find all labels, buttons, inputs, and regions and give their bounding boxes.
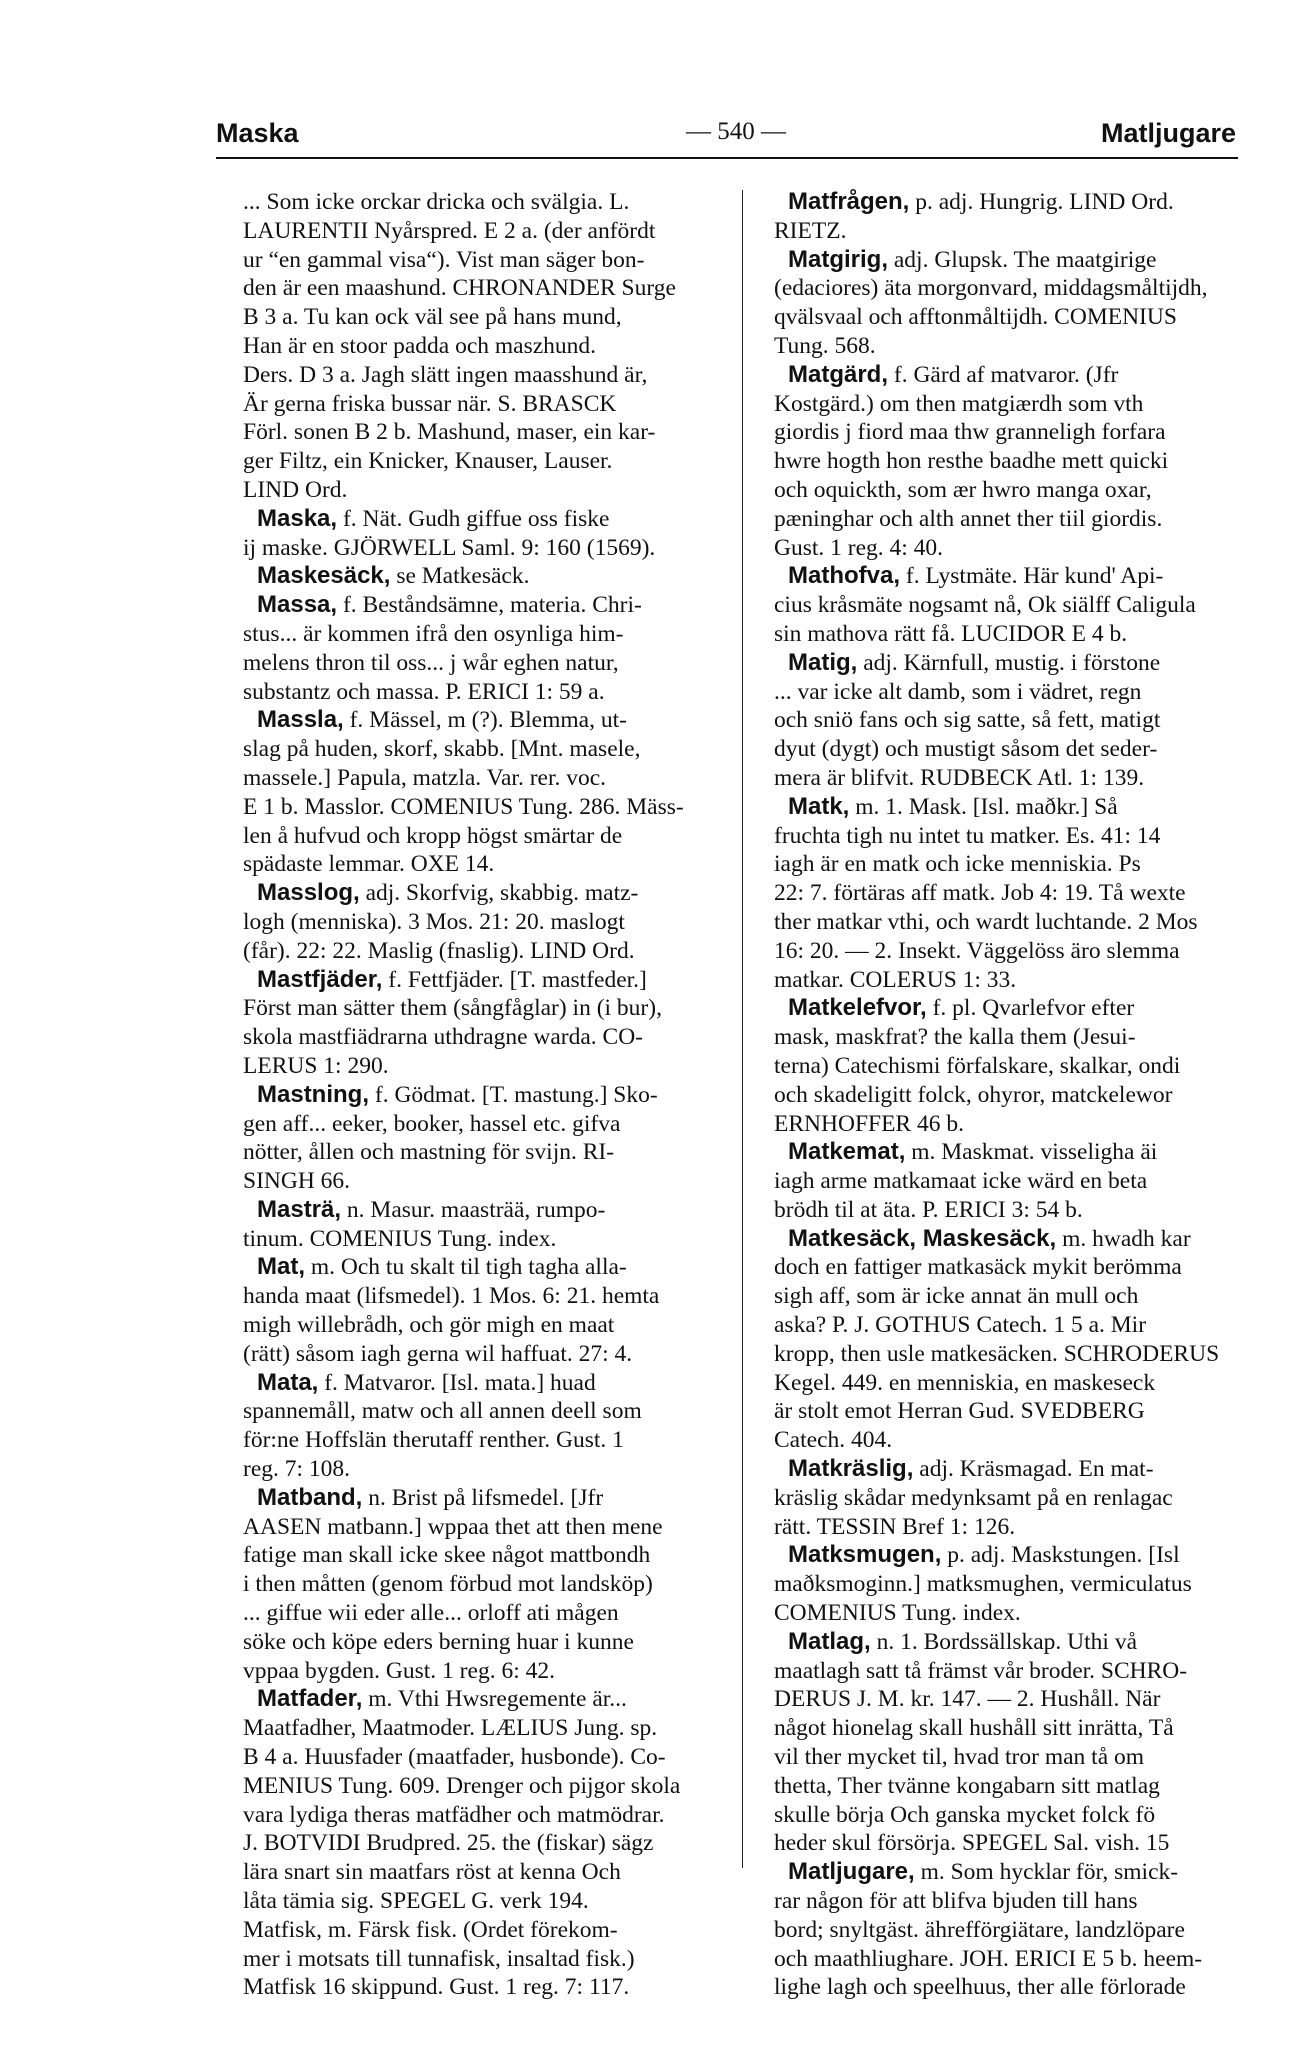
text-line: Kostgärd.) om then matgiærdh som vth	[774, 390, 1144, 417]
text-line: heder skul försörja. SPEGEL Sal. vish. 15	[774, 1830, 1170, 1857]
text-line: ur “en gammal visa“). Vist man säger bon-	[243, 246, 645, 273]
text-line: mera är blifvit. RUDBECK Atl. 1: 139.	[774, 764, 1145, 791]
text-line: Tung. 568.	[774, 332, 876, 359]
text-line: Mastfjäder, f. Fettfjäder. [T. mastfeder.]	[257, 965, 647, 993]
text-line: rar någon för att blifva bjuden till hans	[774, 1888, 1138, 1915]
text-line: ... Som icke orckar dricka och svälgia. L.	[243, 189, 630, 215]
text-line: kräslig skådar medynksamt på en renlagac	[774, 1484, 1173, 1511]
headword: Matkräslig,	[788, 1455, 914, 1483]
text-line: Matfisk, m. Färsk fisk. (Ordet förekom-	[243, 1916, 618, 1943]
text-line: AASEN matbann.] wppaa thet att then mene	[243, 1513, 663, 1540]
text-line: Maatfadher, Maatmoder. LÆLIUS Jung. sp.	[243, 1715, 658, 1742]
text-line: dyut (dygt) och mustigt såsom det seder-	[774, 736, 1158, 763]
text-line: Matfrågen, p. adj. Hungrig. LIND Ord.	[788, 188, 1174, 215]
text-line: något hionelag skall hushåll sitt inrätta, Tå	[774, 1715, 1174, 1742]
headword: Matkemat,	[788, 1138, 906, 1166]
text-line: skulle börja Och ganska mycket folck fö	[774, 1801, 1156, 1828]
headword: Matlag,	[788, 1627, 871, 1655]
text-line: sin mathova rätt få. LUCIDOR E 4 b.	[774, 620, 1128, 647]
text-line: i then måtten (genom förbud mot landsköp)	[243, 1571, 653, 1598]
text-line: MENIUS Tung. 609. Drenger och pijgor skola	[243, 1772, 681, 1799]
text-line: Matfader, m. Vthi Hwsregemente är...	[257, 1685, 627, 1713]
text-line: vil ther mycket til, hvad tror man tå om	[774, 1744, 1145, 1771]
text-line: Matig, adj. Kärnfull, mustig. i förstone	[788, 648, 1161, 676]
text-line: Maskesäck, se Matkesäck.	[257, 562, 530, 590]
text-line: reg. 7: 108.	[243, 1456, 351, 1483]
text-line: Masträ, n. Masur. maasträä, rumpo-	[257, 1195, 606, 1223]
text-line: SINGH 66.	[243, 1168, 351, 1195]
headword: Masträ,	[257, 1195, 342, 1223]
text-line: lära snart sin maatfars röst at kenna Och	[243, 1859, 621, 1886]
text-line: för:ne Hoffslän therutaff renther. Gust. 1	[243, 1427, 624, 1454]
text-line: Mat, m. Och tu skalt til tigh tagha alla-	[257, 1253, 627, 1281]
headword: Mathofva,	[788, 562, 901, 590]
headword: Matig,	[788, 648, 858, 676]
text-line: COMENIUS Tung. index.	[774, 1600, 1021, 1627]
text-line: migh willebrådh, och gör migh en maat	[243, 1312, 615, 1339]
text-line: mer i motsats till tunnafisk, insaltad fisk.)	[243, 1945, 635, 1972]
text-line: Han är en stoor padda och maszhund.	[243, 332, 597, 359]
text-line: Först man sätter them (sångfåglar) in (i bur),	[243, 995, 662, 1022]
text-line: logh (menniska). 3 Mos. 21: 20. maslogt	[243, 908, 625, 935]
text-line: LIND Ord.	[243, 476, 348, 503]
text-line: är stolt emot Herran Gud. SVEDBERG	[774, 1398, 1145, 1425]
text-line: brödh til at äta. P. ERICI 3: 54 b.	[774, 1196, 1083, 1223]
text-line: Matksmugen, p. adj. Maskstungen. [Isl	[788, 1541, 1180, 1569]
text-line: Mata, f. Matvaror. [Isl. mata.] huad	[257, 1368, 596, 1396]
text-line: vppaa bygden. Gust. 1 reg. 6: 42.	[243, 1657, 555, 1684]
text-line: hwre hogth hon resthe baadhe mett quicki	[774, 448, 1169, 475]
text-line: Matgärd, f. Gärd af matvaror. (Jfr	[788, 360, 1119, 388]
text-line: terna) Catechismi förfalskare, skalkar, ondi	[774, 1052, 1181, 1079]
text-line: spannemåll, matw och all annen deell som	[243, 1398, 642, 1425]
text-line: LAURENTII Nyårspred. E 2 a. (der anfördt	[243, 217, 656, 244]
text-line: Matkräslig, adj. Kräsmagad. En mat-	[788, 1455, 1154, 1483]
text-line: och maathliughare. JOH. ERICI E 5 b. heem-	[774, 1945, 1203, 1972]
text-line: B 4 a. Huusfader (maatfader, husbonde). Co-	[243, 1744, 666, 1771]
text-line: Masslog, adj. Skorfvig, skabbig. matz-	[257, 879, 639, 907]
text-line: Matkemat, m. Maskmat. visseligha äi	[788, 1138, 1158, 1166]
text-line: pæninghar och alth annet ther tiil giordis.	[774, 505, 1163, 532]
text-line: E 1 b. Masslor. COMENIUS Tung. 286. Mäss-	[243, 793, 684, 820]
text-line: Ders. D 3 a. Jagh slätt ingen maasshund är,	[243, 361, 648, 388]
text-line: fruchta tigh nu intet tu matker. Es. 41: 14	[774, 822, 1161, 849]
text-line: Catech. 404.	[774, 1427, 893, 1454]
text-line: söke och köpe eders berning huar i kunne	[243, 1628, 634, 1655]
text-line: J. BOTVIDI Brudpred. 25. the (fiskar) sägz	[243, 1830, 654, 1857]
text-line: lighe lagh och speelhuus, ther alle förlorade	[774, 1974, 1186, 2001]
text-line: maatlagh satt tå främst vår broder. SCHRO-	[774, 1657, 1188, 1684]
text-line: Gust. 1 reg. 4: 40.	[774, 534, 944, 561]
headword: Maskesäck,	[257, 562, 391, 590]
text-line: Matfisk 16 skippund. Gust. 1 reg. 7: 117.	[243, 1974, 630, 2001]
text-line: ERNHOFFER 46 b.	[774, 1110, 964, 1137]
text-line: sigh aff, som är icke annat än mull och	[774, 1283, 1139, 1310]
text-line: ther matkar vthi, och wardt luchtande. 2 Mos	[774, 908, 1198, 935]
headword: Matfader,	[257, 1685, 363, 1713]
text-line: kropp, then usle matkesäcken. SCHRODERUS	[774, 1340, 1220, 1367]
text-line: aska? P. J. GOTHUS Catech. 1 5 a. Mir	[774, 1312, 1147, 1339]
text-line: skola mastfiädrarna uthdragne warda. CO-	[243, 1024, 644, 1051]
text-line: den är een maashund. CHRONANDER Surge	[243, 275, 676, 302]
text-line: iagh arme matkamaat icke wärd en beta	[774, 1168, 1148, 1195]
text-line: gen aff... eeker, booker, hassel etc. gifva	[243, 1110, 621, 1137]
text-line: cius kråsmäte nogsamt nå, Ok siälff Caligula	[774, 592, 1196, 619]
text-line: och oquickth, som ær hwro manga oxar,	[774, 476, 1152, 503]
text-line: nötter, ållen och mastning för svijn. RI-	[243, 1139, 615, 1166]
text-line: och skadeligitt folck, ohyror, matckelewor	[774, 1081, 1173, 1108]
text-line: och sniö fans och sig satte, så fett, matigt	[774, 707, 1161, 734]
headword: Matksmugen,	[788, 1541, 942, 1569]
text-line: Matk, m. 1. Mask. [Isl. maðkr.] Så	[788, 792, 1118, 820]
header-right-word: Matljugare	[1100, 118, 1236, 148]
headword: Masslog,	[257, 879, 360, 907]
text-line: LERUS 1: 290.	[243, 1052, 389, 1079]
right-column	[774, 188, 1236, 2002]
text-line: (edaciores) äta morgonvard, middagsmåltijdh,	[774, 275, 1208, 302]
text-line: ger Filtz, ein Knicker, Knauser, Lauser.	[243, 448, 613, 475]
text-line: RIETZ.	[774, 217, 847, 244]
text-line: melens thron til oss... j wår eghen natur,	[243, 649, 619, 676]
headword: Matgirig,	[788, 245, 888, 273]
text-line: handa maat (lifsmedel). 1 Mos. 6: 21. hemta	[243, 1283, 660, 1310]
text-line: rätt. TESSIN Bref 1: 126.	[774, 1513, 1016, 1540]
text-line: Matkesäck, Maskesäck, m. hwadh kar	[788, 1224, 1191, 1252]
text-line: Förl. sonen B 2 b. Mashund, maser, ein kar-	[243, 419, 656, 446]
left-column	[243, 188, 711, 2002]
text-line: massele.] Papula, matzla. Var. rer. voc.	[243, 764, 607, 791]
text-line: fatige man skall icke skee något mattbondh	[243, 1542, 651, 1569]
headword: Mastning,	[257, 1080, 369, 1108]
headword: Massa,	[257, 591, 338, 619]
header-rule	[216, 157, 1238, 159]
headword: Mat,	[257, 1253, 305, 1281]
text-line: tinum. COMENIUS Tung. index.	[243, 1225, 557, 1252]
text-line: 16: 20. — 2. Insekt. Väggelöss äro slemma	[774, 937, 1180, 964]
text-line: (rätt) såsom iagh gerna wil haffuat. 27: 4.	[243, 1340, 633, 1367]
text-line: Är gerna friska bussar när. S. BRASCK	[243, 390, 617, 417]
text-line: spädaste lemmar. OXE 14.	[243, 851, 495, 878]
text-line: Mastning, f. Gödmat. [T. mastung.] Sko-	[257, 1080, 658, 1108]
text-line: qvälsvaal och afftonmåltijdh. COMENIUS	[774, 304, 1177, 331]
headword: Massla,	[257, 706, 344, 734]
header-left-word: Maska	[216, 118, 299, 148]
text-line: doch en fattiger matkasäck mykit berömma	[774, 1254, 1182, 1281]
text-line: giordis j fiord maa thw granneligh forfara	[774, 419, 1166, 446]
text-line: Massla, f. Mässel, m (?). Blemma, ut-	[257, 706, 627, 734]
text-line: låta tämia sig. SPEGEL G. verk 194.	[243, 1888, 589, 1915]
headword: Matfrågen,	[788, 188, 910, 215]
headword: Maska,	[257, 504, 338, 532]
headword: Matkesäck, Maskesäck,	[788, 1224, 1057, 1252]
text-line: bord; snyltgäst. ährefförgiätare, landzlöpare	[774, 1916, 1185, 1943]
text-line: Matgirig, adj. Glupsk. The maatgirige	[788, 245, 1157, 273]
headword: Mata,	[257, 1368, 319, 1396]
text-line: Matkelefvor, f. pl. Qvarlefvor efter	[788, 994, 1135, 1022]
text-line: len å hufvud och kropp högst smärtar de	[243, 822, 623, 849]
headword: Matband,	[257, 1483, 363, 1511]
headword: Matljugare,	[788, 1858, 915, 1886]
text-line: Maska, f. Nät. Gudh giffue oss fiske	[257, 504, 610, 532]
text-line: vara lydiga theras matfädher och matmödrar.	[243, 1801, 665, 1828]
text-line: stus... är kommen ifrå den osynliga him-	[243, 620, 624, 647]
text-line: substantz och massa. P. ERICI 1: 59 a.	[243, 678, 605, 705]
text-line: Kegel. 449. en menniskia, en maskeseck	[774, 1369, 1156, 1396]
text-line: iagh är en matk och icke menniskia. Ps	[774, 851, 1141, 878]
text-line: ... var icke alt damb, som i vädret, regn	[774, 678, 1142, 705]
headword: Matgärd,	[788, 360, 889, 388]
headword: Matk,	[788, 792, 850, 820]
headword: Matkelefvor,	[788, 994, 927, 1022]
text-line: Matband, n. Brist på lifsmedel. [Jfr	[257, 1483, 604, 1511]
text-line: mask, maskfrat? the kalla them (Jesui-	[774, 1024, 1136, 1051]
text-line: slag på huden, skorf, skabb. [Mnt. masele,	[243, 736, 641, 763]
text-line: B 3 a. Tu kan ock väl see på hans mund,	[243, 304, 622, 331]
headword: Mastfjäder,	[257, 965, 383, 993]
text-line: ... giffue wii eder alle... orloff ati mågen	[243, 1600, 619, 1627]
text-line: Matlag, n. 1. Bordssällskap. Uthi vå	[788, 1627, 1138, 1655]
text-line: 22: 7. förtäras aff matk. Job 4: 19. Tå wexte	[774, 880, 1186, 907]
text-line: Mathofva, f. Lystmäte. Här kund' Api-	[788, 562, 1164, 590]
text-line: (får). 22: 22. Maslig (fnaslig). LIND Ord.	[243, 937, 635, 964]
text-line: thetta, Ther tvänne kongabarn sitt matlag	[774, 1772, 1160, 1799]
text-line: Matljugare, m. Som hycklar för, smick-	[788, 1858, 1179, 1886]
text-line: matkar. COLERUS 1: 33.	[774, 966, 1017, 993]
text-line: ij maske. GJÖRWELL Saml. 9: 160 (1569).	[243, 534, 656, 561]
page-number: — 540 —	[686, 118, 786, 145]
column-divider	[742, 190, 743, 1868]
text-line: DERUS J. M. kr. 147. — 2. Hushåll. När	[774, 1686, 1161, 1713]
page-header	[216, 118, 1236, 158]
text-line: Massa, f. Beståndsämne, materia. Chri-	[257, 591, 642, 619]
text-line: maðksmoginn.] matksmughen, vermiculatus	[774, 1571, 1192, 1598]
